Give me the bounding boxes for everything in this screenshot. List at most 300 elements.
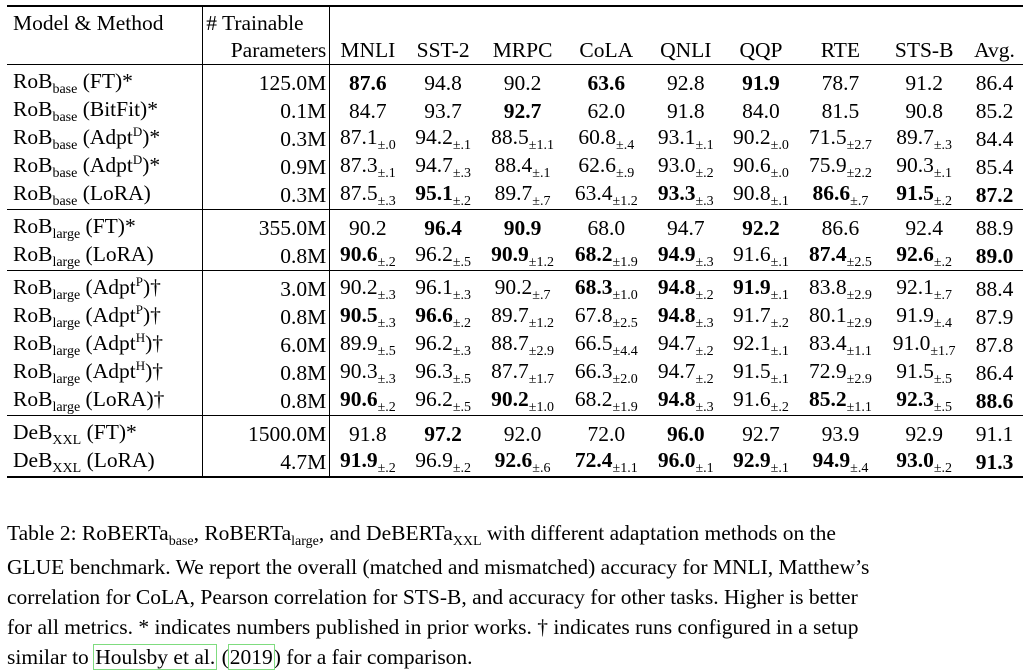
score-value: 92.9 [733, 448, 771, 472]
params-cell: 1500.0M [203, 416, 330, 449]
header-task: MRPC [492, 37, 553, 62]
score-cell [966, 387, 1023, 416]
score-std: ±1.9 [612, 255, 638, 270]
score-value: 85.2 [975, 98, 1014, 123]
score-cell [966, 210, 1023, 243]
score-cell [799, 387, 883, 416]
table-row [7, 271, 1023, 304]
score-cell [406, 331, 481, 359]
score-value: 90.2 [491, 387, 529, 411]
score-cell [723, 387, 798, 416]
table-row [7, 210, 1023, 243]
score-value: 90.2 [349, 215, 387, 240]
score-cell [648, 242, 723, 271]
model-method-cell [7, 210, 203, 243]
score-std: ±.2 [770, 316, 789, 331]
score-cell [406, 448, 481, 477]
score-value: 63.4 [574, 181, 613, 205]
score-std: ±.2 [377, 400, 396, 415]
header-task: CoLA [579, 37, 634, 62]
score-value: 93.0 [896, 448, 934, 472]
score-cell [564, 448, 648, 477]
score-std: ±.3 [452, 166, 472, 181]
score-value: 68.0 [587, 215, 626, 240]
params-cell: 355.0M [203, 210, 330, 243]
score-std: ±.7 [532, 194, 551, 209]
score-value: 75.9 [809, 153, 847, 177]
score-std: ±.4 [616, 138, 635, 153]
method-suffix: )† [142, 303, 161, 327]
score-value: 91.9 [733, 275, 771, 299]
score-std: ±2.0 [612, 372, 638, 387]
model-size-subscript: base [52, 82, 78, 97]
table-row [7, 125, 1023, 153]
score-std: ±.1 [695, 138, 714, 153]
model-name: RoB [13, 359, 53, 383]
score-value: 84.0 [742, 98, 780, 123]
caption-text: ) for a fair comparison. [273, 645, 473, 669]
model-method-cell [7, 387, 203, 416]
method-name: (LoRA)† [85, 387, 165, 411]
score-value: 92.1 [733, 331, 771, 355]
score-value: 91.6 [733, 387, 771, 411]
score-value: 90.5 [339, 303, 378, 327]
score-cell [564, 153, 648, 181]
model-name: RoB [13, 331, 53, 355]
score-value: 88.6 [975, 388, 1014, 413]
table-row [7, 387, 1023, 416]
score-value: 89.7 [491, 303, 529, 327]
params-cell: 0.8M [203, 387, 330, 416]
table-row [7, 65, 1023, 98]
score-cell [799, 210, 883, 243]
score-value: 91.8 [349, 421, 387, 446]
score-cell [723, 97, 798, 125]
model-method-cell [7, 65, 203, 98]
score-cell [406, 303, 481, 331]
score-value: 63.6 [587, 70, 626, 95]
method-name: (Adpt [82, 153, 133, 177]
score-cell [330, 448, 406, 477]
citation-link-author[interactable]: Houlsby et al. [95, 645, 216, 669]
score-cell [330, 416, 406, 449]
model-name: DeB [13, 448, 53, 472]
score-value: 86.4 [975, 360, 1014, 385]
score-cell [799, 359, 883, 387]
score-value: 68.2 [574, 242, 613, 266]
score-value: 87.1 [339, 125, 378, 149]
score-value: 92.6 [896, 242, 934, 266]
method-name: (Adpt [85, 303, 136, 327]
score-value: 87.7 [491, 359, 529, 383]
header-blank [330, 6, 1023, 36]
score-std: ±.3 [452, 344, 472, 359]
score-cell [882, 331, 966, 359]
method-suffix: )† [145, 331, 164, 355]
method-name: (LoRA) [85, 242, 154, 266]
score-std: ±.1 [452, 138, 472, 153]
score-cell [648, 387, 723, 416]
model-method-cell [7, 271, 203, 304]
score-cell [799, 303, 883, 331]
score-std: ±.5 [933, 400, 953, 415]
caption-line-2: GLUE benchmark. We report the overall (matched and mismatched) accuracy for MNLI, Matthew’s [7, 555, 870, 579]
score-value: 91.9 [339, 448, 378, 472]
citation-link-year[interactable]: 2019 [229, 645, 273, 669]
score-value: 72.0 [587, 421, 626, 446]
score-cell [330, 331, 406, 359]
score-std: ±1.1 [846, 344, 872, 359]
model-size-subscript: base [52, 110, 78, 125]
table-row [7, 331, 1023, 359]
score-cell [406, 125, 481, 153]
score-cell [723, 416, 798, 449]
score-value: 96.9 [415, 448, 453, 472]
score-value: 62.0 [587, 98, 626, 123]
score-std: ±.2 [695, 344, 714, 359]
score-cell [564, 97, 648, 125]
score-cell [882, 359, 966, 387]
params-cell: 0.3M [203, 181, 330, 210]
score-std: ±1.2 [528, 255, 554, 270]
score-value: 92.4 [905, 215, 943, 240]
score-std: ±2.7 [846, 138, 872, 153]
params-cell: 6.0M [203, 331, 330, 359]
model-name: RoB [13, 387, 53, 411]
score-std: ±.1 [377, 166, 396, 181]
score-std: ±.6 [532, 461, 551, 476]
score-cell [330, 153, 406, 181]
score-cell [648, 416, 723, 449]
score-value: 91.9 [896, 303, 934, 327]
params-cell: 4.7M [203, 448, 330, 477]
score-cell [330, 242, 406, 271]
model-method-cell [7, 448, 203, 477]
score-std: ±.1 [770, 288, 789, 303]
score-cell [966, 331, 1023, 359]
score-cell [564, 387, 648, 416]
header-task: Avg. [974, 37, 1015, 62]
score-cell [882, 448, 966, 477]
score-std: ±.3 [695, 194, 714, 209]
score-value: 86.6 [821, 215, 860, 240]
score-value: 68.2 [574, 387, 613, 411]
score-value: 90.6 [733, 153, 771, 177]
score-cell [799, 416, 883, 449]
model-size-subscript: large [52, 255, 81, 270]
score-cell [330, 65, 406, 98]
score-std: ±1.2 [528, 316, 554, 331]
score-value: 87.9 [975, 304, 1014, 329]
score-cell [406, 387, 481, 416]
score-cell [966, 359, 1023, 387]
score-value: 91.5 [896, 359, 934, 383]
table-row [7, 181, 1023, 210]
score-std: ±1.9 [612, 400, 638, 415]
score-value: 91.6 [733, 242, 771, 266]
score-value: 88.9 [975, 215, 1014, 240]
score-cell [406, 97, 481, 125]
results-table-wrapper [7, 5, 1023, 478]
model-name: RoB [13, 69, 53, 93]
model-name: RoB [13, 97, 53, 121]
score-value: 96.2 [415, 331, 453, 355]
score-std: ±.9 [616, 166, 635, 181]
score-value: 92.1 [896, 275, 934, 299]
score-value: 94.8 [657, 387, 696, 411]
score-cell [330, 181, 406, 210]
score-cell [723, 331, 798, 359]
header-params-line2: Parameters [203, 36, 330, 65]
header-task: STS-B [894, 37, 954, 62]
header-task: QQP [739, 37, 783, 62]
score-value: 67.8 [574, 303, 613, 327]
score-std: ±.1 [933, 166, 953, 181]
score-cell [564, 181, 648, 210]
score-std: ±.2 [933, 194, 953, 209]
score-std: ±.3 [933, 138, 953, 153]
score-value: 96.2 [415, 242, 453, 266]
score-std: ±.0 [770, 166, 789, 181]
score-std: ±.2 [933, 461, 953, 476]
score-value: 90.3 [896, 153, 934, 177]
score-cell [481, 125, 565, 153]
params-cell: 3.0M [203, 271, 330, 304]
score-cell [882, 97, 966, 125]
score-value: 94.7 [666, 215, 705, 240]
score-value: 93.3 [657, 181, 696, 205]
method-superscript: D [132, 124, 143, 139]
score-cell [723, 210, 798, 243]
score-cell [966, 153, 1023, 181]
caption-line-3: correlation for CoLA, Pearson correlation for STS-B, and accuracy for other tasks. Higher is better [7, 585, 858, 609]
header-model-method: Model & Method [7, 6, 203, 65]
score-value: 94.8 [657, 275, 696, 299]
score-cell [882, 153, 966, 181]
score-value: 85.4 [975, 154, 1014, 179]
score-value: 91.9 [742, 70, 780, 95]
score-cell [481, 210, 565, 243]
model-size-subscript: XXL [52, 461, 82, 476]
score-cell [481, 331, 565, 359]
score-std: ±.1 [770, 344, 789, 359]
score-value: 60.8 [578, 125, 617, 149]
score-cell [966, 242, 1023, 271]
score-cell [882, 242, 966, 271]
model-name: RoB [13, 125, 53, 149]
score-cell [723, 153, 798, 181]
caption-text: , RoBERTa [193, 521, 292, 545]
header-row-1 [7, 6, 1023, 36]
model-method-cell [7, 331, 203, 359]
score-cell [481, 448, 565, 477]
params-cell: 0.3M [203, 125, 330, 153]
score-value: 87.6 [349, 70, 387, 95]
table-row [7, 359, 1023, 387]
score-value: 83.4 [809, 331, 847, 355]
score-cell [723, 303, 798, 331]
score-cell [330, 97, 406, 125]
table-row [7, 448, 1023, 477]
header-params-line1: # Trainable [203, 6, 330, 36]
params-cell: 0.8M [203, 359, 330, 387]
score-cell [648, 359, 723, 387]
score-value: 90.3 [339, 359, 378, 383]
score-cell [564, 65, 648, 98]
score-value: 93.0 [657, 153, 696, 177]
score-value: 66.3 [574, 359, 613, 383]
score-value: 90.8 [733, 181, 771, 205]
method-superscript: H [135, 358, 146, 373]
score-cell [648, 125, 723, 153]
score-cell [882, 65, 966, 98]
score-std: ±4.4 [612, 344, 638, 359]
table-row [7, 97, 1023, 125]
model-method-cell [7, 359, 203, 387]
score-std: ±.2 [377, 255, 396, 270]
score-value: 88.7 [491, 331, 529, 355]
score-value: 90.6 [339, 387, 378, 411]
model-name: RoB [13, 153, 53, 177]
model-name: DeB [13, 420, 53, 444]
score-value: 92.8 [666, 70, 705, 95]
method-name: (Adpt [85, 359, 136, 383]
score-value: 94.9 [657, 242, 696, 266]
score-cell [966, 125, 1023, 153]
score-std: ±.3 [377, 316, 396, 331]
score-cell [564, 416, 648, 449]
header-task: SST-2 [416, 37, 470, 62]
model-size-subscript: base [52, 138, 78, 153]
score-value: 91.2 [905, 70, 943, 95]
score-std: ±2.5 [846, 255, 872, 270]
method-name: (Adpt [85, 331, 136, 355]
score-value: 97.2 [424, 421, 462, 446]
table-caption [7, 518, 1023, 672]
score-value: 94.2 [415, 125, 453, 149]
score-value: 90.2 [339, 275, 378, 299]
score-cell [564, 303, 648, 331]
table-row [7, 303, 1023, 331]
score-cell [723, 359, 798, 387]
score-cell [564, 125, 648, 153]
score-cell [648, 271, 723, 304]
score-std: ±.2 [452, 461, 472, 476]
score-std: ±.7 [850, 194, 869, 209]
score-std: ±2.2 [846, 166, 872, 181]
score-value: 87.4 [809, 242, 847, 266]
model-method-cell [7, 125, 203, 153]
score-value: 91.0 [892, 331, 931, 355]
method-name: (Adpt [85, 275, 136, 299]
score-std: ±.1 [532, 166, 551, 181]
caption-subscript: large [291, 534, 319, 549]
score-value: 84.4 [975, 126, 1014, 151]
score-cell [882, 181, 966, 210]
score-value: 87.2 [975, 182, 1014, 207]
score-cell [966, 181, 1023, 210]
model-size-subscript: large [52, 344, 81, 359]
header-task: QNLI [660, 37, 712, 62]
score-cell [648, 331, 723, 359]
score-std: ±2.9 [846, 288, 872, 303]
score-value: 93.9 [821, 421, 860, 446]
header-task: RTE [820, 37, 861, 62]
score-cell [648, 210, 723, 243]
score-value: 91.5 [733, 359, 771, 383]
caption-line-4: for all metrics. * indicates numbers published in prior works. † indicates runs configured in a setup [7, 615, 859, 639]
score-value: 91.8 [666, 98, 705, 123]
table-row [7, 242, 1023, 271]
results-table-body [7, 6, 1023, 477]
score-value: 90.6 [339, 242, 378, 266]
score-cell [966, 271, 1023, 304]
score-value: 85.2 [809, 387, 847, 411]
score-std: ±.0 [770, 138, 789, 153]
score-value: 92.2 [742, 215, 780, 240]
score-std: ±.5 [933, 372, 953, 387]
score-cell [799, 448, 883, 477]
model-size-subscript: base [52, 166, 78, 181]
score-std: ±.5 [452, 372, 472, 387]
score-std: ±.1 [695, 461, 714, 476]
score-cell [799, 153, 883, 181]
score-value: 92.9 [905, 421, 943, 446]
score-std: ±.3 [452, 288, 472, 303]
score-value: 66.5 [574, 331, 613, 355]
score-cell [723, 65, 798, 98]
caption-subscript: base [168, 534, 194, 549]
score-value: 92.3 [896, 387, 934, 411]
score-cell [882, 210, 966, 243]
score-std: ±.3 [695, 400, 714, 415]
score-std: ±2.9 [528, 344, 554, 359]
caption-text: Table 2: RoBERTa [7, 521, 169, 545]
score-value: 94.7 [415, 153, 453, 177]
score-std: ±.2 [695, 372, 714, 387]
score-value: 94.8 [424, 70, 462, 95]
params-cell: 0.8M [203, 242, 330, 271]
score-value: 93.1 [657, 125, 696, 149]
model-size-subscript: base [52, 194, 78, 209]
params-cell: 0.8M [203, 303, 330, 331]
model-size-subscript: large [52, 227, 81, 242]
score-cell [330, 303, 406, 331]
score-cell [406, 210, 481, 243]
score-value: 90.2 [733, 125, 771, 149]
score-cell [564, 359, 648, 387]
score-std: ±1.1 [528, 138, 554, 153]
method-superscript: P [135, 302, 143, 317]
score-std: ±.4 [850, 461, 869, 476]
score-value: 91.7 [733, 303, 771, 327]
score-value: 96.6 [415, 303, 453, 327]
score-cell [406, 416, 481, 449]
method-superscript: P [135, 274, 143, 289]
score-value: 88.4 [494, 153, 533, 177]
score-value: 92.0 [503, 421, 542, 446]
table-row [7, 153, 1023, 181]
score-value: 91.3 [975, 449, 1014, 474]
score-cell [406, 242, 481, 271]
score-cell [406, 181, 481, 210]
score-cell [723, 242, 798, 271]
score-std: ±2.5 [612, 316, 638, 331]
score-cell [481, 359, 565, 387]
score-value: 72.9 [809, 359, 847, 383]
score-std: ±.2 [452, 316, 472, 331]
score-value: 94.7 [657, 359, 696, 383]
